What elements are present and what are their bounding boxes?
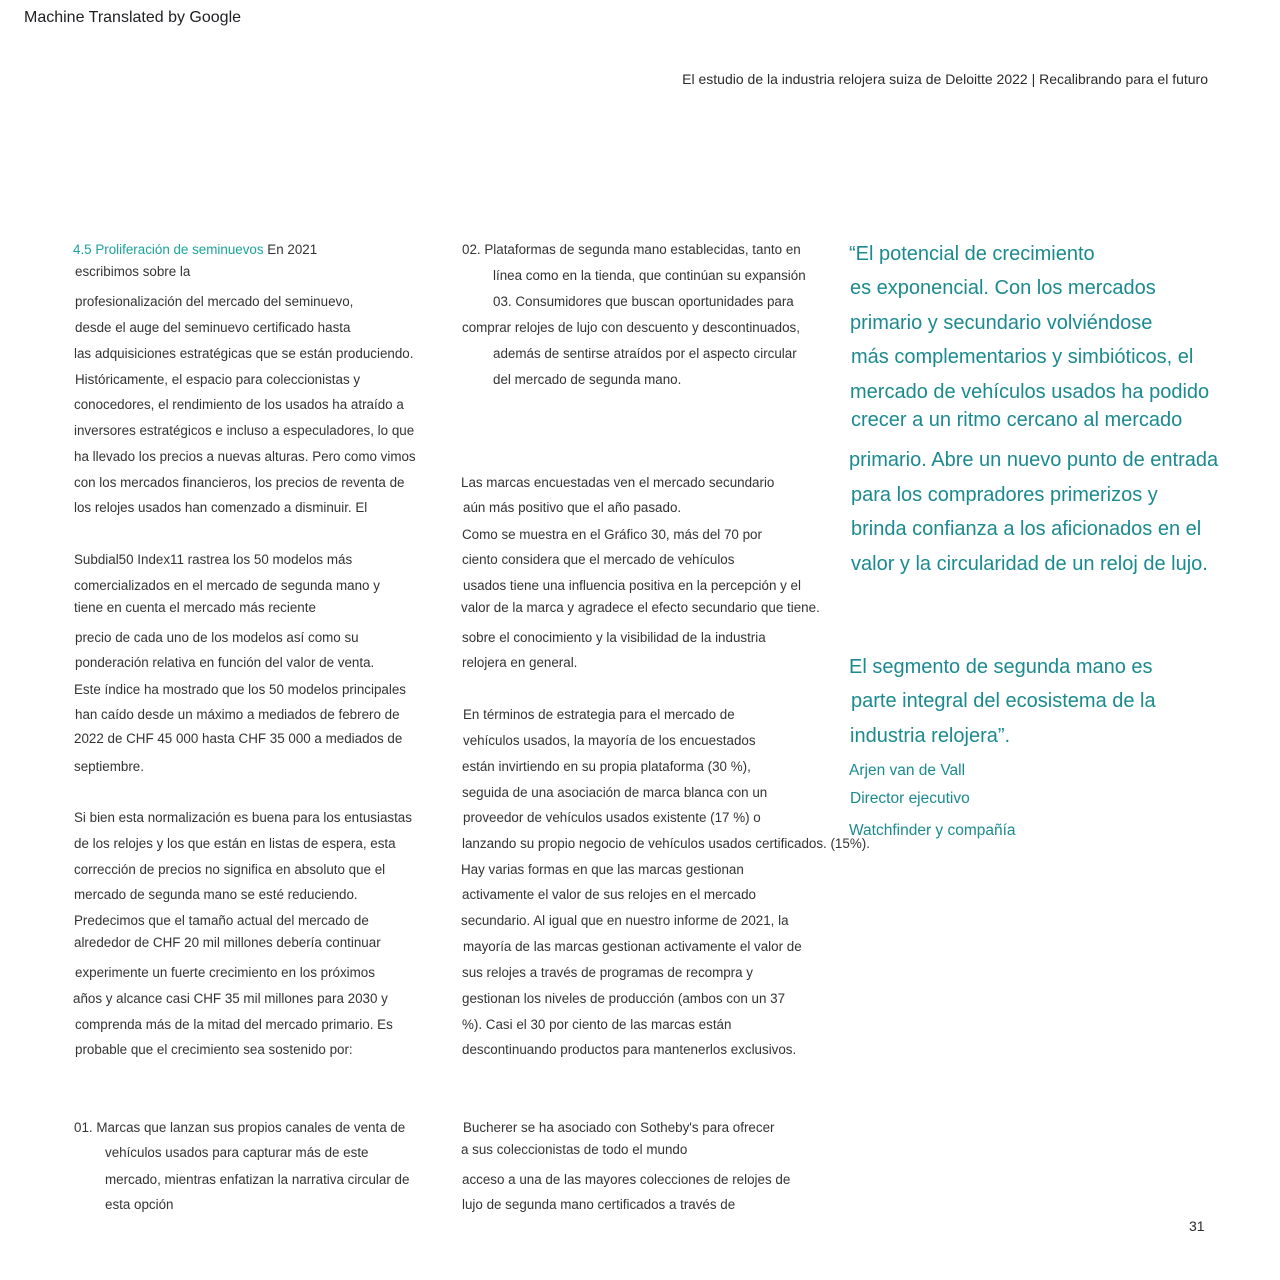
text-line: secundario. Al igual que en nuestro informe de 2021, la <box>461 913 789 928</box>
quote-line: “El potencial de crecimiento <box>849 243 1095 265</box>
text-line: ciento considera que el mercado de vehículos <box>462 552 735 567</box>
quote-line: más complementarios y simbióticos, el <box>851 346 1194 368</box>
text-line: Bucherer se ha asociado con Sotheby's para ofrecer <box>463 1120 775 1135</box>
text-line: ponderación relativa en función del valor de venta. <box>75 655 375 670</box>
quote-author-role: Director ejecutivo <box>850 790 970 807</box>
list-item-continuation: comprar relojes de lujo con descuento y descontinuados, <box>462 320 800 335</box>
text-line: comercializados en el mercado de segunda mano y <box>74 578 380 593</box>
text-line: Si bien esta normalización es buena para los entusiastas <box>74 810 412 825</box>
quote-line: industria relojera”. <box>850 725 1011 747</box>
text-line: años y alcance casi CHF 35 mil millones para 2030 y <box>73 991 388 1006</box>
list-item-continuation: línea como en la tienda, que continúan su expansión <box>493 268 806 283</box>
quote-line: El segmento de segunda mano es <box>849 656 1153 678</box>
quote-line: primario. Abre un nuevo punto de entrada <box>849 449 1219 471</box>
list-item-continuation: además de sentirse atraídos por el aspecto circular <box>493 346 797 361</box>
text-line: tiene en cuenta el mercado más reciente <box>74 600 316 615</box>
quote-line: crecer a un ritmo cercano al mercado <box>851 409 1183 431</box>
text-line: experimente un fuerte crecimiento en los próximos <box>75 965 375 980</box>
text-line: Predecimos que el tamaño actual del mercado de <box>74 913 369 928</box>
text-line: lanzando su propio negocio de vehículos usados certificados. (15%). <box>462 836 870 851</box>
text-line: Las marcas encuestadas ven el mercado secundario <box>461 475 775 490</box>
text-line: corrección de precios no significa en absoluto que el <box>74 862 386 877</box>
text-line: a sus coleccionistas de todo el mundo <box>461 1142 688 1157</box>
text-line: de los relojes y los que están en listas de espera, esta <box>74 836 396 851</box>
list-item-continuation: esta opción <box>105 1197 174 1212</box>
text-line: gestionan los niveles de producción (ambos con un 37 <box>462 991 786 1006</box>
text-line: %). Casi el 30 por ciento de las marcas están <box>462 1017 732 1032</box>
text-line: sobre el conocimiento y la visibilidad de la industria <box>462 630 766 645</box>
translation-label: Machine Translated by Google <box>24 9 242 26</box>
text-line: septiembre. <box>74 759 144 774</box>
text-line: probable que el crecimiento sea sostenido por: <box>75 1042 353 1057</box>
text-line: Como se muestra en el Gráfico 30, más del 70 por <box>462 527 762 542</box>
text-line: Históricamente, el espacio para coleccionistas y <box>75 372 361 387</box>
text-line: profesionalización del mercado del seminuevo, <box>75 294 354 309</box>
list-item: 01. Marcas que lanzan sus propios canales de venta de <box>74 1120 406 1135</box>
list-item-continuation: del mercado de segunda mano. <box>493 372 682 387</box>
text-line: conocedores, el rendimiento de los usados ha atraído a <box>74 397 404 412</box>
text-line: sus relojes a través de programas de recompra y <box>462 965 754 980</box>
quote-line: primario y secundario volviéndose <box>850 312 1153 334</box>
quote-author-name: Arjen van de Vall <box>849 762 966 779</box>
text-line: inversores estratégicos e incluso a especuladores, lo que <box>74 423 415 438</box>
text-line: proveedor de vehículos usados existente (17 %) o <box>463 810 761 825</box>
text-line: los relojes usados han comenzado a disminuir. El <box>74 500 368 515</box>
quote-line: para los compradores primerizos y <box>851 484 1158 506</box>
quote-line: es exponencial. Con los mercados <box>850 277 1156 299</box>
text-line: están invirtiendo en su propia plataforma (30 %), <box>462 759 751 774</box>
text-line: vehículos usados, la mayoría de los encuestados <box>463 733 756 748</box>
text-line: 2022 de CHF 45 000 hasta CHF 35 000 a mediados de <box>74 731 403 746</box>
quote-line: mercado de vehículos usados ha podido <box>850 381 1210 403</box>
text-line <box>73 242 317 258</box>
text-line: aún más positivo que el año pasado. <box>463 500 682 515</box>
quote-line: parte integral del ecosistema de la <box>851 690 1156 712</box>
text-line: precio de cada uno de los modelos así como su <box>75 630 359 645</box>
text-line: con los mercados financieros, los precios de reventa de <box>74 475 405 490</box>
page-number: 31 <box>1189 1218 1205 1234</box>
section-heading-link[interactable]: 4.5 Proliferación de seminuevos <box>73 242 264 257</box>
text-line: mayoría de las marcas gestionan activamente el valor de <box>463 939 802 954</box>
quote-line: brinda confianza a los aficionados en el <box>851 518 1202 540</box>
text-line: descontinuando productos para mantenerlos exclusivos. <box>462 1042 797 1057</box>
text-line: Hay varias formas en que las marcas gestionan <box>461 862 744 877</box>
quote-author-company: Watchfinder y compañía <box>849 822 1016 839</box>
list-item: 03. Consumidores que buscan oportunidades para <box>493 294 794 309</box>
text-line: valor de la marca y agradece el efecto secundario que tiene. <box>461 600 820 615</box>
text-line: relojera en general. <box>462 655 578 670</box>
text-line: desde el auge del seminuevo certificado hasta <box>75 320 351 335</box>
text-line: Este índice ha mostrado que los 50 modelos principales <box>74 682 406 697</box>
text-line: lujo de segunda mano certificados a través de <box>462 1197 736 1212</box>
list-item: 02. Plataformas de segunda mano establecidas, tanto en <box>462 242 801 257</box>
quote-line: valor y la circularidad de un reloj de lujo. <box>851 553 1208 575</box>
text-line: En términos de estrategia para el mercado de <box>463 707 735 722</box>
list-item-continuation: vehículos usados para capturar más de este <box>105 1145 369 1160</box>
text-line: comprenda más de la mitad del mercado primario. Es <box>75 1017 393 1032</box>
text-line-part: En 2021 <box>263 242 318 257</box>
text-line: acceso a una de las mayores colecciones de relojes de <box>462 1172 791 1187</box>
text-line: alrededor de CHF 20 mil millones debería continuar <box>74 935 381 950</box>
text-line: usados tiene una influencia positiva en la percepción y el <box>463 578 801 593</box>
list-item-continuation: mercado, mientras enfatizan la narrativa circular de <box>105 1172 410 1187</box>
running-header: El estudio de la industria relojera suiza de Deloitte 2022 | Recalibrando para el futuro <box>682 71 1208 87</box>
text-line: mercado de segunda mano se esté reduciendo. <box>74 887 358 902</box>
text-line: seguida de una asociación de marca blanca con un <box>462 785 768 800</box>
text-line: han caído desde un máximo a mediados de febrero de <box>75 707 400 722</box>
text-line: ha llevado los precios a nuevas alturas. Pero como vimos <box>74 449 416 464</box>
text-line: activamente el valor de sus relojes en el mercado <box>462 887 756 902</box>
text-line: las adquisiciones estratégicas que se están produciendo. <box>74 346 414 361</box>
text-line: escribimos sobre la <box>75 264 191 279</box>
text-line: Subdial50 Index11 rastrea los 50 modelos más <box>74 552 353 567</box>
